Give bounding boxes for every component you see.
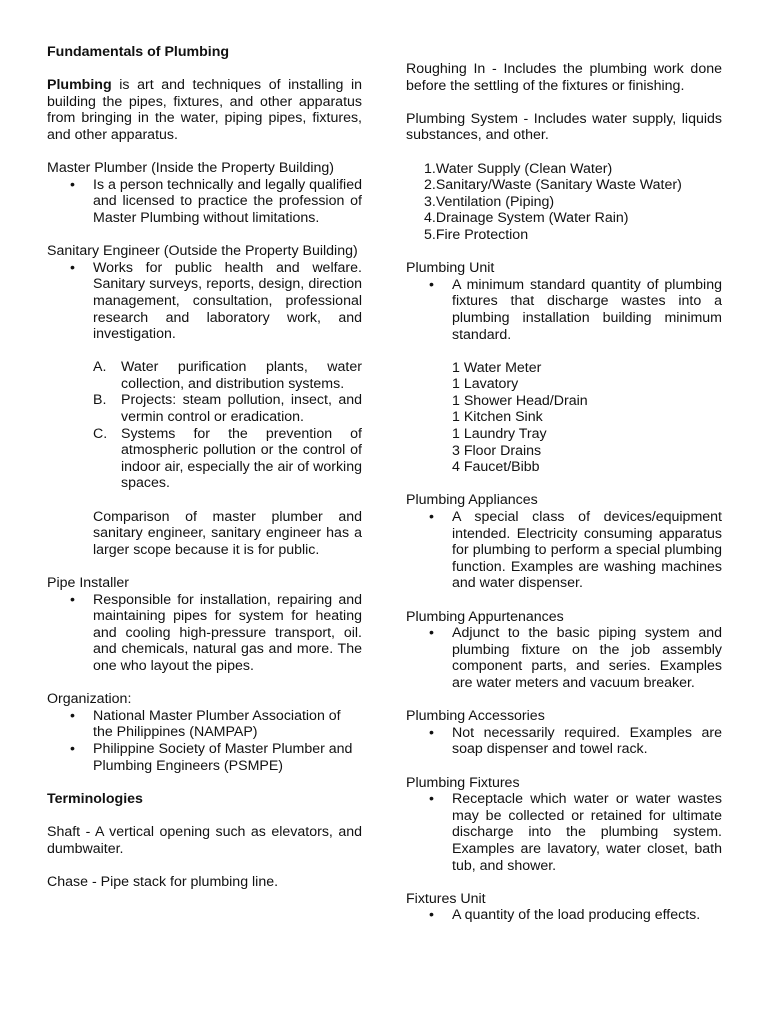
list-letter: A. bbox=[93, 359, 107, 376]
right-column bbox=[406, 0, 722, 924]
bullet-text: Adjunct to the basic piping system and plumbing fixture on the job assembly component parts, and series. Examples are water meters and vacuum breaker. bbox=[452, 625, 722, 691]
list-item: 1 Kitchen Sink bbox=[452, 409, 543, 426]
bullet-icon: • bbox=[429, 625, 434, 642]
comparison-paragraph: Comparison of master plumber and sanitary engineer, sanitary engineer has a larger scope because it is for public. bbox=[93, 508, 362, 558]
list-item: 2.Sanitary/Waste (Sanitary Waste Water) bbox=[424, 177, 682, 194]
bullet-icon: • bbox=[70, 591, 75, 608]
chase-definition: Chase - Pipe stack for plumbing line. bbox=[47, 873, 279, 890]
accessories-heading: Plumbing Accessories bbox=[406, 708, 545, 725]
fixtures-unit-heading: Fixtures Unit bbox=[406, 890, 486, 907]
list-item: 4.Drainage System (Water Rain) bbox=[424, 210, 629, 227]
shaft-definition: Shaft - A vertical opening such as elevators, and dumbwaiter. bbox=[47, 823, 362, 857]
sanitary-engineer-bullet bbox=[47, 260, 362, 343]
fixtures-heading: Plumbing Fixtures bbox=[406, 774, 520, 791]
bullet-text: Responsible for installation, repairing and maintaining pipes for system for heating and cooling high-pressure transport, oil. and chemicals, natural gas and more. The one who layout the pipes. bbox=[93, 591, 362, 674]
appurtenances-bullet bbox=[406, 625, 722, 691]
appurtenances-heading: Plumbing Appurtenances bbox=[406, 608, 564, 625]
accessories-bullet bbox=[406, 725, 722, 758]
bullet-text: Is a person technically and legally qualified and licensed to practice the profession of Master Plumbing without limitations. bbox=[93, 176, 362, 226]
roughing-in-definition: Roughing In - Includes the plumbing work done before the settling of the fixtures or finishing. bbox=[406, 61, 722, 94]
appliances-bullet bbox=[406, 509, 722, 592]
list-item: 4 Faucet/Bibb bbox=[452, 459, 540, 476]
plumbing-definition bbox=[47, 77, 362, 143]
list-item: 3 Floor Drains bbox=[452, 442, 542, 459]
bullet-icon: • bbox=[429, 276, 434, 293]
list-item: 1 Shower Head/Drain bbox=[452, 392, 588, 409]
list-item bbox=[47, 426, 362, 492]
plumbing-term: Plumbing bbox=[47, 77, 112, 94]
pipe-installer-bullet bbox=[47, 592, 362, 675]
bullet-icon: • bbox=[70, 740, 75, 757]
bullet-text: A quantity of the load producing effects. bbox=[452, 907, 701, 924]
plumbing-definition-text: is art and techniques of installing in building the pipes, fixtures, and other apparatus from bringing in the water, piping pipes, fixtures, and other apparatus. bbox=[47, 77, 362, 143]
terminologies-heading: Terminologies bbox=[47, 790, 143, 807]
bullet-icon: • bbox=[429, 509, 434, 526]
pipe-installer-heading: Pipe Installer bbox=[47, 575, 130, 591]
bullet-icon: • bbox=[429, 791, 434, 808]
fixtures-bullet bbox=[406, 791, 722, 874]
list-text: Water purification plants, water collection, and distribution systems. bbox=[121, 359, 362, 392]
left-column bbox=[47, 0, 362, 890]
list-item: 1 Lavatory bbox=[452, 376, 519, 393]
organization-heading: Organization: bbox=[47, 691, 132, 708]
bullet-text: Works for public health and welfare. Sanitary surveys, reports, design, direction management, consultation, professional research and laboratory work, and investigation. bbox=[93, 259, 362, 343]
list-item: 1 Water Meter bbox=[452, 359, 542, 376]
list-item: 3.Ventilation (Piping) bbox=[424, 193, 555, 210]
bullet-icon: • bbox=[70, 707, 75, 724]
list-item: 1 Laundry Tray bbox=[452, 426, 547, 443]
bullet-icon: • bbox=[70, 259, 75, 276]
bullet-text: Philippine Society of Master Plumber and Plumbing Engineers (PSMPE) bbox=[93, 740, 353, 774]
bullet-icon: • bbox=[70, 176, 75, 193]
list-letter: B. bbox=[93, 392, 107, 409]
plumbing-system-definition: Plumbing System - Includes water supply, liquids substances, and other. bbox=[406, 110, 722, 144]
list-item: 1.Water Supply (Clean Water) bbox=[424, 160, 613, 177]
master-plumber-heading: Master Plumber (Inside the Property Building) bbox=[47, 160, 335, 177]
list-letter: C. bbox=[93, 425, 108, 442]
bullet-text: Receptacle which water or water wastes may be collected or retained for ultimate discharge into the plumbing system. Examples are lavatory, water closet, bath tub, and shower. bbox=[452, 791, 722, 874]
plumbing-unit-bullet bbox=[406, 277, 722, 343]
document-title: Fundamentals of Plumbing bbox=[47, 44, 230, 60]
organization-bullet bbox=[47, 741, 362, 774]
plumbing-unit-heading: Plumbing Unit bbox=[406, 260, 495, 277]
list-item bbox=[47, 359, 362, 392]
list-item bbox=[47, 392, 362, 425]
list-item: 5.Fire Protection bbox=[424, 226, 529, 243]
bullet-icon: • bbox=[429, 724, 434, 741]
master-plumber-bullet bbox=[47, 177, 362, 227]
bullet-icon: • bbox=[429, 907, 434, 924]
appliances-heading: Plumbing Appliances bbox=[406, 492, 538, 509]
bullet-text: National Master Plumber Association of the Philippines (NAMPAP) bbox=[93, 707, 341, 741]
bullet-text: Not necessarily required. Examples are soap dispenser and towel rack. bbox=[452, 724, 722, 758]
bullet-text: A minimum standard quantity of plumbing fixtures that discharge wastes into a plumbing installation building minimum standard. bbox=[452, 276, 722, 343]
fixtures-unit-bullet bbox=[406, 907, 722, 924]
bullet-text: A special class of devices/equipment intended. Electricity consuming apparatus for plumbing to perform a special plumbing function. Examples are washing machines and water dispenser. bbox=[452, 509, 722, 592]
list-text: Projects: steam pollution, insect, and vermin control or eradication. bbox=[121, 392, 362, 426]
organization-bullet bbox=[47, 708, 362, 741]
sanitary-engineer-heading: Sanitary Engineer (Outside the Property Building) bbox=[47, 243, 358, 260]
list-text: Systems for the prevention of atmospheric pollution or the control of indoor air, especially the air of working spaces. bbox=[121, 425, 362, 492]
